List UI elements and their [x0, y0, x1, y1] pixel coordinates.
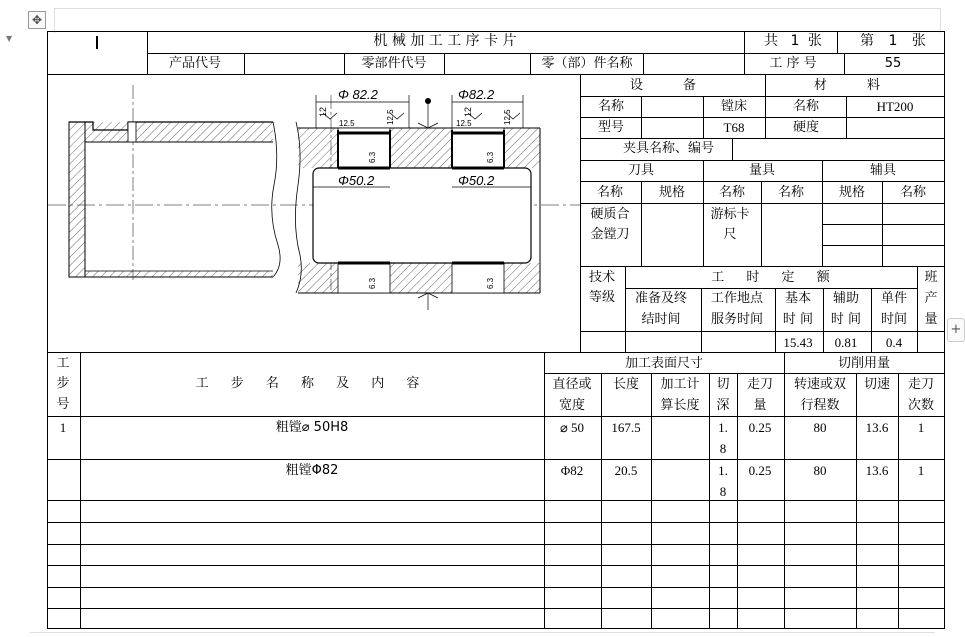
depth-header-1: 切 [716, 377, 730, 392]
step-passes: 1 [917, 420, 925, 435]
step-feed: 0.25 [748, 463, 772, 478]
step-speed: 80 [813, 420, 827, 435]
dim-12-left: 12 [318, 106, 328, 117]
cut-speed-header: 切速 [863, 377, 891, 392]
process-no-label: 工 序 号 [769, 56, 817, 71]
gauge-name-label: 名称 [718, 185, 746, 200]
step-diameter: Φ82 [560, 463, 584, 478]
single-time-label-2: 时间 [880, 312, 908, 327]
card-title: 机 械 加 工 工 序 卡 片 [373, 33, 517, 49]
step-feed: 0.25 [748, 420, 772, 435]
equipment-header: 设 备 [629, 78, 715, 93]
step-no: 1 [59, 420, 67, 435]
gauge-spec-label: 名称 [777, 185, 805, 200]
product-code-label: 产品代号 [168, 56, 222, 71]
aux-spec-label: 规格 [838, 185, 866, 200]
step-depth-b: 8 [719, 441, 727, 456]
step-length: 167.5 [611, 420, 641, 435]
locating-dot [425, 98, 431, 104]
aux-time-label-2: 时 间 [830, 312, 862, 327]
single-time-label-1: 单件 [880, 291, 908, 306]
step-cut-speed: 13.6 [865, 463, 889, 478]
surface-dims-header: 加工表面尺寸 [624, 356, 704, 371]
service-time-label-2: 服务时间 [710, 312, 764, 327]
cutter-name-value-1: 硬质合 [590, 207, 630, 222]
step-no-label-3: 号 [56, 397, 70, 412]
dim-12-right: 12 [463, 106, 473, 117]
roughness-6-3-bottom-right: 6.3 [486, 277, 495, 289]
part-right-section [295, 122, 540, 293]
equipment-name-value: 镗床 [720, 99, 748, 114]
dim-phi82-left: Φ 82.2 [338, 87, 378, 102]
material-name-label: 名称 [792, 99, 820, 114]
step-no-label-1: 工 [56, 356, 70, 371]
shift-output-label-2: 产 [924, 291, 938, 306]
move-handle-icon[interactable]: ✥ [28, 11, 46, 29]
aux-time-value: 0.81 [834, 335, 858, 350]
basic-time-label-2: 时 间 [782, 312, 814, 327]
prep-time-label-2: 结时间 [641, 312, 681, 327]
part-name-label: 零（部）件名称 [541, 56, 633, 71]
cutter-spec-label: 规格 [658, 185, 686, 200]
passes-header-2: 次数 [907, 398, 935, 413]
roughness-6-3-bottom-left: 6.3 [368, 277, 377, 289]
roughness-6-3-top-right: 6.3 [486, 151, 495, 163]
step-content-header: 工 步 名 称 及 内 容 [195, 376, 429, 391]
dim-phi82-right: Φ82.2 [458, 87, 495, 102]
part-code-label: 零部件代号 [361, 56, 427, 71]
total-pages-label: 共 1 张 [764, 33, 822, 49]
process-no-value: 55 [884, 56, 902, 71]
roughness-12-5-right: 12.5 [456, 119, 472, 128]
feed-header-1: 走刀 [746, 377, 774, 392]
cutter-header: 刀具 [627, 163, 655, 178]
shift-output-label-3: 量 [924, 312, 938, 327]
diameter-header-1: 直径或 [552, 377, 592, 392]
step-length: 20.5 [614, 463, 638, 478]
add-column-icon[interactable]: + [947, 318, 965, 342]
step-passes: 1 [917, 463, 925, 478]
speed-header-2: 行程数 [800, 398, 840, 413]
material-header: 材 料 [813, 78, 899, 93]
calc-length-header-1: 加工计 [660, 377, 700, 392]
length-header: 长度 [612, 377, 640, 392]
material-name-value: HT200 [876, 99, 914, 114]
prep-time-label-1: 准备及终 [634, 291, 688, 306]
text-cursor [96, 36, 98, 49]
step-content: 粗镗⌀ 50H8 [275, 420, 349, 435]
step-diameter: ⌀ 50 [559, 420, 585, 435]
roughness-6-3-top-left: 6.3 [368, 151, 377, 163]
service-time-label-1: 工作地点 [710, 291, 764, 306]
calc-length-header-2: 算长度 [660, 398, 700, 413]
material-hardness-label: 硬度 [792, 120, 820, 135]
equipment-model-label: 型号 [597, 120, 625, 135]
tech-grade-label-2: 等级 [588, 290, 616, 305]
gauge-name-value-2: 尺 [723, 227, 737, 242]
equipment-model-value: T68 [723, 120, 745, 135]
basic-time-value: 15.43 [783, 335, 813, 350]
dropdown-arrow-icon: ▼ [6, 34, 13, 43]
step-depth-a: 1. [718, 463, 728, 478]
single-time-value: 0.4 [885, 335, 903, 350]
speed-header-1: 转速或双 [793, 377, 847, 392]
step-content: 粗镗Φ82 [285, 463, 339, 478]
aux-tool-header: 辅具 [869, 163, 897, 178]
depth-header-2: 深 [716, 398, 730, 413]
basic-time-label-1: 基本 [784, 291, 812, 306]
equipment-name-label: 名称 [597, 99, 625, 114]
shift-output-label-1: 班 [924, 270, 938, 285]
diameter-header-2: 宽度 [558, 398, 586, 413]
tech-grade-label-1: 技术 [588, 270, 616, 285]
dim-phi50-right: Φ50.2 [458, 173, 495, 188]
gauge-name-value-1: 游标卡 [710, 207, 750, 222]
page-number-label: 第 1 张 [860, 33, 926, 49]
step-depth-b: 8 [719, 484, 727, 499]
cutter-name-value-2: 金镗刀 [590, 227, 630, 242]
part-left-section [69, 122, 280, 277]
aux-time-label-1: 辅助 [832, 291, 860, 306]
cutting-header: 切削用量 [837, 356, 891, 371]
roughness-12-5-left: 12.5 [339, 119, 355, 128]
step-cut-speed: 13.6 [865, 420, 889, 435]
passes-header-1: 走刀 [907, 377, 935, 392]
feed-header-2: 量 [753, 398, 767, 413]
fixture-label: 夹具名称、编号 [623, 141, 715, 156]
cutter-name-label: 名称 [596, 185, 624, 200]
time-quota-header: 工 时 定 额 [711, 270, 839, 285]
aux-name-label: 名称 [899, 185, 927, 200]
process-drawing [48, 75, 580, 352]
gauge-header: 量具 [748, 163, 776, 178]
roughness-12-5-vert-right: 12.5 [503, 109, 512, 125]
step-no-label-2: 步 [56, 376, 70, 391]
dim-phi50-left: Φ50.2 [338, 173, 375, 188]
step-depth-a: 1. [718, 420, 728, 435]
roughness-12-5-vert-left: 12.5 [386, 109, 395, 125]
step-speed: 80 [813, 463, 827, 478]
